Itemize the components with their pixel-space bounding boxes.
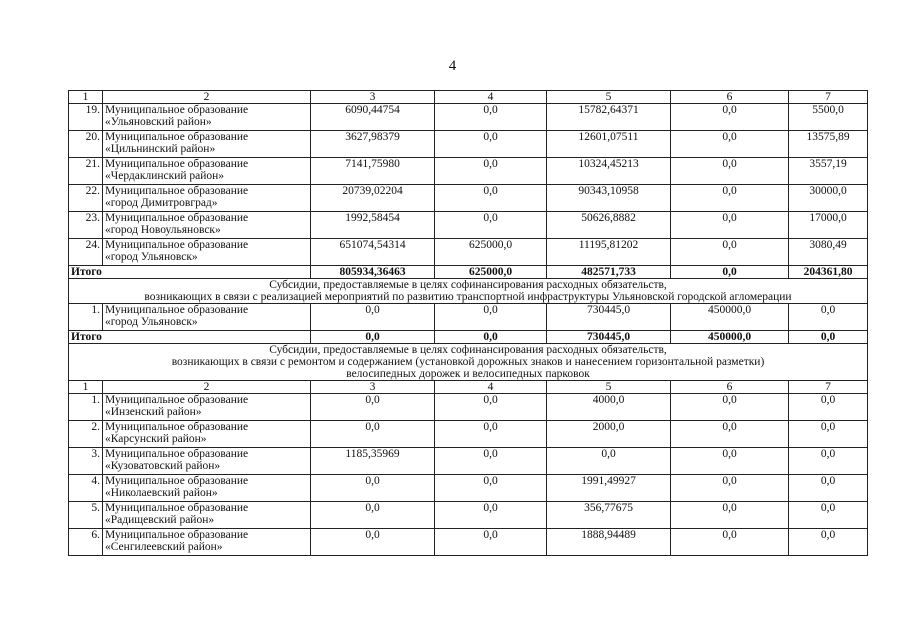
value-cell: 625000,0 [435, 239, 547, 266]
municipality-type: Муниципальное образование [105, 185, 249, 197]
municipality-type: Муниципальное образование [105, 448, 249, 460]
table-row [69, 185, 868, 212]
value-cell: 0,0 [435, 421, 547, 448]
value-cell: 1888,94489 [547, 529, 671, 556]
value-cell: 5500,0 [789, 104, 868, 131]
value-cell: 0,0 [435, 394, 547, 421]
municipality-name: «Сенгилеевский район» [105, 541, 223, 553]
section-heading-row [69, 344, 868, 381]
municipality-name: «город Ульяновск» [105, 251, 198, 263]
subsidy-table [68, 90, 868, 556]
value-cell: 0,0 [671, 529, 789, 556]
total-value-cell: 450000,0 [671, 331, 789, 344]
municipality-name: «Ульяновский район» [105, 116, 212, 128]
row-number-cell: 1. [69, 394, 103, 421]
table-row [69, 158, 868, 185]
value-cell: 7141,75980 [311, 158, 435, 185]
value-cell: 0,0 [435, 185, 547, 212]
value-cell: 0,0 [311, 394, 435, 421]
column-number-cell: 5 [547, 381, 671, 394]
total-value-cell: 805934,36463 [311, 266, 435, 279]
value-cell: 20739,02204 [311, 185, 435, 212]
municipality-type: Муниципальное образование [105, 529, 249, 541]
municipality-name: «город Новоульяновск» [105, 224, 221, 236]
table-row [69, 394, 868, 421]
value-cell: 0,0 [311, 475, 435, 502]
column-number-row [69, 91, 868, 104]
municipality-name-cell [103, 239, 311, 266]
municipality-name: «Чердаклинский район» [105, 170, 225, 182]
value-cell: 0,0 [435, 448, 547, 475]
column-number-cell: 6 [671, 381, 789, 394]
value-cell: 1991,49927 [547, 475, 671, 502]
table-row [69, 421, 868, 448]
municipality-name-cell [103, 185, 311, 212]
municipality-name: «Карсунский район» [105, 433, 207, 445]
value-cell: 0,0 [789, 304, 868, 331]
section-heading-cell [69, 279, 868, 304]
total-label-cell: Итого [69, 266, 311, 279]
value-cell: 15782,64371 [547, 104, 671, 131]
value-cell: 12601,07511 [547, 131, 671, 158]
table-row [69, 104, 868, 131]
column-number-row [69, 381, 868, 394]
municipality-type: Муниципальное образование [105, 502, 249, 514]
municipality-name: «город Ульяновск» [105, 316, 198, 328]
municipality-name-cell [103, 475, 311, 502]
value-cell: 0,0 [311, 529, 435, 556]
row-number-cell: 23. [69, 212, 103, 239]
column-number-cell: 1 [69, 381, 103, 394]
value-cell: 3557,19 [789, 158, 868, 185]
value-cell: 0,0 [435, 158, 547, 185]
municipality-type: Муниципальное образование [105, 131, 249, 143]
value-cell: 0,0 [435, 131, 547, 158]
municipality-type: Муниципальное образование [105, 475, 249, 487]
value-cell: 0,0 [671, 131, 789, 158]
municipality-name: «Кузоватовский район» [105, 460, 221, 472]
value-cell: 0,0 [671, 185, 789, 212]
total-row [69, 331, 868, 344]
row-number-cell: 5. [69, 502, 103, 529]
total-value-cell: 625000,0 [435, 266, 547, 279]
table-row [69, 448, 868, 475]
value-cell: 0,0 [435, 529, 547, 556]
value-cell: 50626,8882 [547, 212, 671, 239]
column-number-cell: 4 [435, 91, 547, 104]
value-cell: 0,0 [671, 104, 789, 131]
value-cell: 0,0 [671, 421, 789, 448]
municipality-name-cell [103, 104, 311, 131]
municipality-type: Муниципальное образование [105, 421, 249, 433]
municipality-type: Муниципальное образование [105, 394, 249, 406]
column-number-cell: 3 [311, 91, 435, 104]
municipality-type: Муниципальное образование [105, 104, 249, 116]
value-cell: 0,0 [789, 529, 868, 556]
value-cell: 0,0 [671, 475, 789, 502]
value-cell: 0,0 [435, 104, 547, 131]
value-cell: 0,0 [789, 421, 868, 448]
row-number-cell: 6. [69, 529, 103, 556]
column-number-cell: 1 [69, 91, 103, 104]
municipality-name: «Инзенский район» [105, 406, 202, 418]
total-value-cell: 0,0 [789, 331, 868, 344]
total-value-cell: 204361,80 [789, 266, 868, 279]
value-cell: 0,0 [789, 502, 868, 529]
section-heading-line: Субсидии, предоставляемые в целях софинансирования расходных обязательств, [269, 279, 667, 291]
municipality-name: «Цильнинский район» [105, 143, 216, 155]
value-cell: 0,0 [311, 421, 435, 448]
total-value-cell: 482571,733 [547, 266, 671, 279]
value-cell: 0,0 [789, 475, 868, 502]
section-heading-line: возникающих в связи с ремонтом и содержанием (установкой дорожных знаков и нанесением горизонтальной разметки) [171, 356, 765, 368]
municipality-type: Муниципальное образование [105, 304, 249, 316]
section-heading-line: велосипедных дорожек и велосипедных парковок [346, 368, 590, 380]
column-number-cell: 7 [789, 91, 868, 104]
value-cell: 0,0 [671, 158, 789, 185]
row-number-cell: 2. [69, 421, 103, 448]
value-cell: 0,0 [671, 502, 789, 529]
municipality-name-cell [103, 529, 311, 556]
row-number-cell: 24. [69, 239, 103, 266]
municipality-name-cell [103, 304, 311, 331]
value-cell: 356,77675 [547, 502, 671, 529]
municipality-type: Муниципальное образование [105, 212, 249, 224]
column-number-cell: 2 [103, 91, 311, 104]
value-cell: 17000,0 [789, 212, 868, 239]
municipality-type: Муниципальное образование [105, 158, 249, 170]
value-cell: 0,0 [671, 212, 789, 239]
total-row [69, 266, 868, 279]
column-number-cell: 7 [789, 381, 868, 394]
value-cell: 90343,10958 [547, 185, 671, 212]
total-label-cell: Итого [69, 331, 311, 344]
page-number: 4 [448, 58, 457, 74]
table-row [69, 239, 868, 266]
value-cell: 0,0 [671, 239, 789, 266]
table-row [69, 131, 868, 158]
table-row [69, 212, 868, 239]
value-cell: 0,0 [671, 448, 789, 475]
section-heading-cell [69, 344, 868, 381]
value-cell: 651074,54314 [311, 239, 435, 266]
column-number-cell: 5 [547, 91, 671, 104]
value-cell: 0,0 [435, 475, 547, 502]
column-number-cell: 2 [103, 381, 311, 394]
value-cell: 4000,0 [547, 394, 671, 421]
value-cell: 0,0 [311, 502, 435, 529]
value-cell: 11195,81202 [547, 239, 671, 266]
section-heading-line: Субсидии, предоставляемые в целях софинансирования расходных обязательств, [269, 344, 667, 356]
municipality-type: Муниципальное образование [105, 239, 249, 251]
municipality-name-cell [103, 212, 311, 239]
column-number-cell: 6 [671, 91, 789, 104]
row-number-cell: 22. [69, 185, 103, 212]
table-row [69, 529, 868, 556]
municipality-name-cell [103, 158, 311, 185]
municipality-name-cell [103, 448, 311, 475]
row-number-cell: 4. [69, 475, 103, 502]
value-cell: 0,0 [547, 448, 671, 475]
value-cell: 2000,0 [547, 421, 671, 448]
value-cell: 450000,0 [671, 304, 789, 331]
total-value-cell: 730445,0 [547, 331, 671, 344]
municipality-name: «Николаевский район» [105, 487, 218, 499]
value-cell: 0,0 [435, 502, 547, 529]
value-cell: 0,0 [789, 394, 868, 421]
value-cell: 0,0 [789, 448, 868, 475]
row-number-cell: 19. [69, 104, 103, 131]
column-number-cell: 4 [435, 381, 547, 394]
value-cell: 0,0 [311, 304, 435, 331]
municipality-name-cell [103, 421, 311, 448]
value-cell: 3080,49 [789, 239, 868, 266]
value-cell: 730445,0 [547, 304, 671, 331]
total-value-cell: 0,0 [311, 331, 435, 344]
value-cell: 0,0 [435, 304, 547, 331]
value-cell: 30000,0 [789, 185, 868, 212]
table-row [69, 475, 868, 502]
value-cell: 6090,44754 [311, 104, 435, 131]
municipality-name: «Радищевский район» [105, 514, 215, 526]
value-cell: 1992,58454 [311, 212, 435, 239]
total-value-cell: 0,0 [435, 331, 547, 344]
value-cell: 0,0 [435, 212, 547, 239]
value-cell: 0,0 [671, 394, 789, 421]
municipality-name-cell [103, 131, 311, 158]
column-number-cell: 3 [311, 381, 435, 394]
municipality-name-cell [103, 394, 311, 421]
value-cell: 3627,98379 [311, 131, 435, 158]
table-row [69, 304, 868, 331]
table-row [69, 502, 868, 529]
section-heading-row [69, 279, 868, 304]
municipality-name: «город Димитровград» [105, 197, 218, 209]
value-cell: 13575,89 [789, 131, 868, 158]
row-number-cell: 20. [69, 131, 103, 158]
total-value-cell: 0,0 [671, 266, 789, 279]
row-number-cell: 21. [69, 158, 103, 185]
value-cell: 10324,45213 [547, 158, 671, 185]
section-heading-line: возникающих в связи с реализацией мероприятий по развитию транспортной инфраструктуры Ульяновской городской агломерации [144, 291, 792, 303]
municipality-name-cell [103, 502, 311, 529]
row-number-cell: 1. [69, 304, 103, 331]
row-number-cell: 3. [69, 448, 103, 475]
value-cell: 1185,35969 [311, 448, 435, 475]
